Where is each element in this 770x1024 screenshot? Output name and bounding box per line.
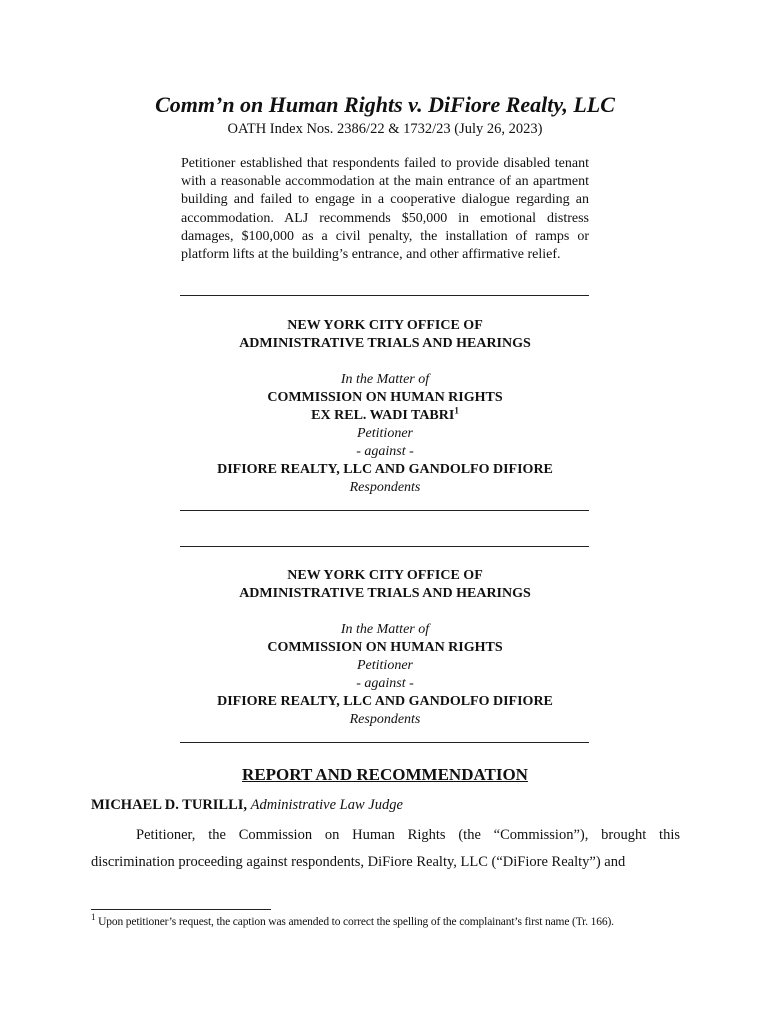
office-name-line1: NEW YORK CITY OFFICE OF (287, 318, 483, 333)
respondents-name: DIFIORE REALTY, LLC AND GANDOLFO DIFIORE (217, 462, 553, 477)
caption-block-1 (0, 317, 770, 497)
judge-name: MICHAEL D. TURILLI, (91, 797, 248, 813)
respondents-name: DIFIORE REALTY, LLC AND GANDOLFO DIFIORE (217, 694, 553, 709)
office-name-line2: ADMINISTRATIVE TRIALS AND HEARINGS (239, 586, 531, 601)
petitioner-name: COMMISSION ON HUMAN RIGHTS (267, 390, 503, 405)
against-line: - against - (356, 676, 414, 691)
divider (180, 510, 589, 511)
case-title: Comm’n on Human Rights v. DiFiore Realty, LLC (155, 92, 615, 117)
footnote-divider (91, 909, 271, 910)
footnote-number: 1 (91, 912, 96, 923)
office-name-line2: ADMINISTRATIVE TRIALS AND HEARINGS (239, 336, 531, 351)
respondents-label: Respondents (349, 712, 421, 727)
in-the-matter-of: In the Matter of (340, 622, 430, 637)
ex-rel-line (0, 407, 770, 425)
divider (180, 742, 589, 743)
office-name-line1: NEW YORK CITY OFFICE OF (287, 568, 483, 583)
footnote (91, 912, 691, 928)
divider (180, 546, 589, 547)
judge-line (91, 797, 403, 814)
petitioner-name: COMMISSION ON HUMAN RIGHTS (267, 640, 503, 655)
respondents-label: Respondents (349, 480, 421, 495)
body-paragraph: Petitioner, the Commission on Human Rights (the “Commission”), brought this discrimination proceeding against respondents, DiFiore Realty, LLC (“DiFiore Realty”) and (91, 827, 680, 870)
petitioner-label: Petitioner (357, 658, 413, 673)
against-line: - against - (356, 444, 414, 459)
petitioner-label: Petitioner (357, 426, 413, 441)
case-summary: Petitioner established that respondents failed to provide disabled tenant with a reasonable accommodation at the main entrance of an apartment building and failed to engage in a cooperative dialogue regarding an accommodation. ALJ recommends $50,000 in emotional distress damages, $100,000 as a civil penalty, the installation of ramps or platform lifts at the building’s entrance, and other affirmative relief. (181, 156, 589, 263)
report-heading: REPORT AND RECOMMENDATION (242, 765, 528, 784)
divider (180, 295, 589, 296)
footnote-text: Upon petitioner’s request, the caption was amended to correct the spelling of the complainant’s first name (Tr. 166). (95, 916, 614, 928)
ex-rel-text: EX REL. WADI TABRI (311, 408, 455, 423)
footnote-reference: 1 (454, 405, 459, 416)
in-the-matter-of: In the Matter of (340, 372, 430, 387)
caption-block-2 (0, 567, 770, 729)
judge-title: Administrative Law Judge (250, 797, 403, 813)
case-index-line: OATH Index Nos. 2386/22 & 1732/23 (July 26, 2023) (227, 121, 543, 137)
